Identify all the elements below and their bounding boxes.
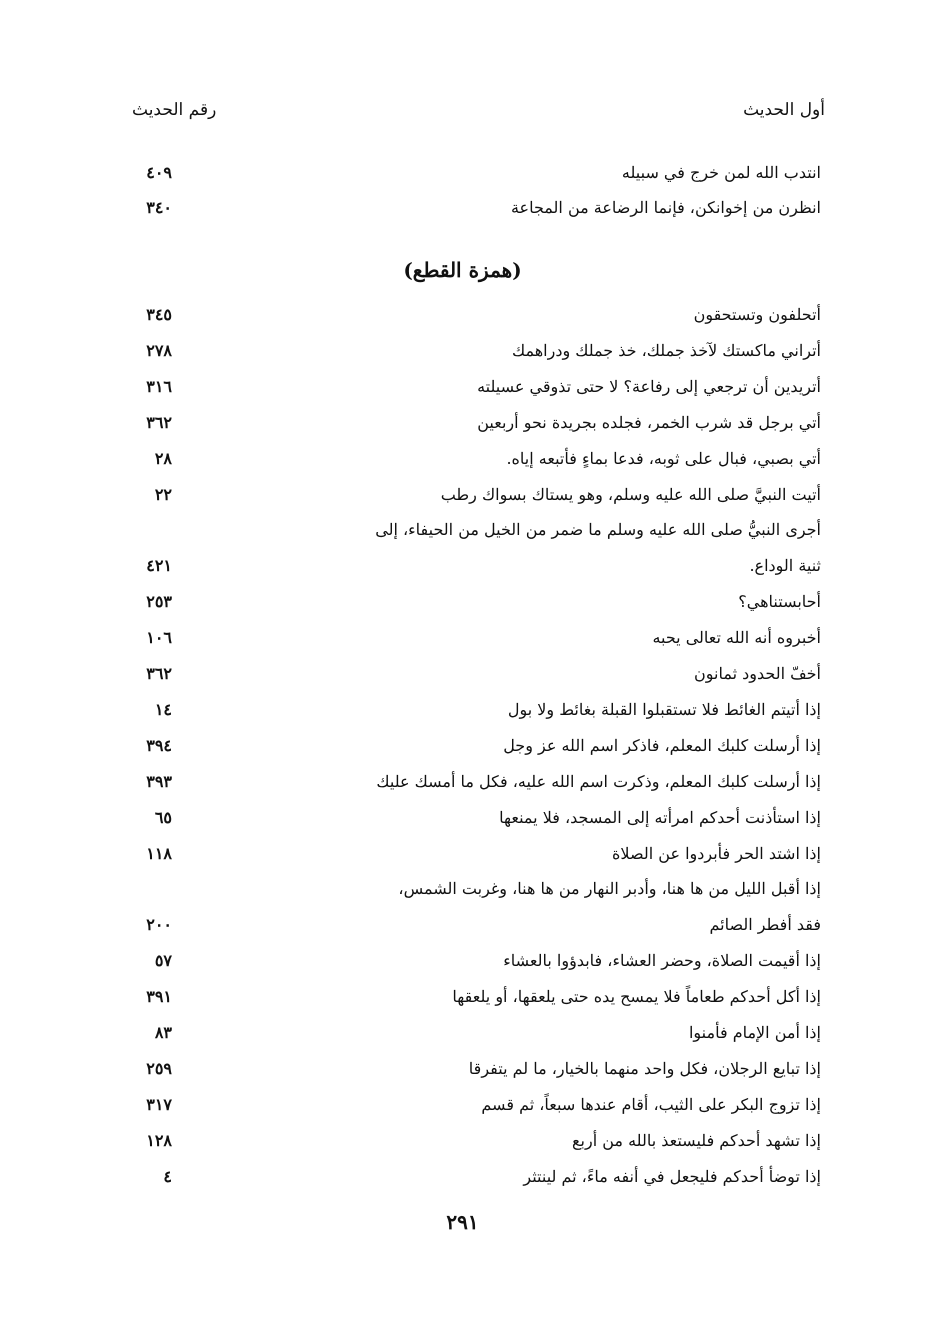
index-entry — [0, 982, 925, 1012]
entry-text: إذا أمن الإمام فأمنوا — [688, 1023, 821, 1042]
entry-text: انتدب الله لمن خرج في سبيله — [621, 163, 821, 182]
index-entry — [0, 444, 925, 474]
index-entry — [0, 551, 925, 581]
column-header-hadith-start: أول الحديث — [743, 100, 825, 120]
entry-number: ٦٥ — [154, 807, 172, 827]
entry-number: ٥٧ — [154, 951, 172, 971]
entry-number: ٢٠٠ — [146, 915, 172, 935]
entry-text: إذا تبايع الرجلان، فكل واحد منهما بالخيار، ما لم يتفرقا — [468, 1058, 821, 1078]
index-entry — [0, 839, 925, 869]
index-entry — [0, 1018, 925, 1048]
entry-text: أتراني ماكستك لآخذ جملك، خذ جملك ودراهمك — [511, 340, 821, 360]
index-entry — [0, 803, 925, 833]
entry-number: ٤ — [163, 1166, 172, 1186]
entry-text: إذا توضأ أحدكم فليجعل في أنفه ماءً، ثم لينتثر — [523, 1166, 821, 1186]
entry-number: ٣٦٢ — [146, 664, 172, 683]
entry-number: ١٤ — [154, 699, 172, 719]
index-entry — [0, 408, 925, 438]
entry-text: أتحلفون وتستحقون — [693, 305, 821, 324]
index-entry — [0, 587, 925, 617]
index-entry — [0, 874, 925, 904]
section-title: (همزة القطع) — [403, 258, 522, 282]
entry-text: إذا أكل أحدكم طعاماً فلا يمسح يده حتى يلعقها، أو يلعقها — [452, 987, 821, 1007]
entry-number: ٢٥٩ — [146, 1058, 172, 1078]
entry-text: أخبروه أنه الله تعالى يحبه — [652, 628, 821, 648]
entry-text: أخفّ الحدود ثمانون — [693, 664, 821, 683]
entry-text: أتي بصبي، فبال على ثوبه، فدعا بماءٍ فأتبعه إياه. — [506, 448, 821, 468]
entry-text: إذا تزوج البكر على الثيب، أقام عندها سبعاً، ثم قسم — [481, 1094, 821, 1114]
index-entry — [0, 910, 925, 940]
entry-number: ٣٦٢ — [146, 412, 172, 432]
entry-number: ١٢٨ — [146, 1130, 172, 1150]
entry-text: إذا أرسلت كلبك المعلم، فاذكر اسم الله عز وجل — [503, 735, 821, 755]
index-entry — [0, 158, 925, 188]
entry-text: ثنية الوداع. — [749, 556, 821, 576]
entry-number: ٢٨ — [154, 448, 172, 468]
entry-number: ١١٨ — [146, 843, 172, 863]
entry-number: ٣١٦ — [146, 376, 172, 396]
entry-text: أتيت النبيَّ صلى الله عليه وسلم، وهو يستاك بسواك رطب — [440, 484, 821, 504]
entry-text: إذا اشتد الحر فأبردوا عن الصلاة — [612, 843, 821, 863]
entry-text: إذا استأذنت أحدكم امرأته إلى المسجد، فلا يمنعها — [499, 807, 821, 827]
entry-text: إذا تشهد أحدكم فليستعذ بالله من أربع — [572, 1130, 821, 1150]
page-number: ٢٩١ — [446, 1210, 479, 1234]
entry-number: ٣٤٠ — [146, 198, 172, 217]
entry-number: ٣٩١ — [146, 987, 172, 1007]
entry-text: فقد أفطر الصائم — [709, 915, 821, 935]
entry-number: ٨٣ — [154, 1023, 172, 1042]
index-entry — [0, 300, 925, 330]
index-entry — [0, 515, 925, 545]
entry-text: أجرى النبيُّ صلى الله عليه وسلم ما ضمر من الخيل من الحيفاء، إلى — [375, 520, 821, 540]
entry-number: ٣١٧ — [146, 1094, 172, 1114]
entry-text: إذا أقبل الليل من ها هنا، وأدبر النهار من ها هنا، وغربت الشمس، — [398, 879, 821, 899]
entry-text: أحابستناهي؟ — [738, 592, 821, 612]
entry-text: إذا أقيمت الصلاة، وحضر العشاء، فابدؤوا بالعشاء — [503, 951, 821, 971]
entry-number: ١٠٦ — [146, 628, 172, 648]
entry-number: ٣٩٤ — [146, 735, 172, 755]
entry-text: انظرن من إخوانكن، فإنما الرضاعة من المجاعة — [510, 198, 821, 217]
entry-text: إذا أتيتم الغائط فلا تستقبلوا القبلة بغائط ولا بول — [507, 699, 821, 719]
index-entry — [0, 336, 925, 366]
entry-number: ٢٢ — [154, 484, 172, 504]
entry-number: ٣٤٥ — [146, 305, 172, 324]
index-entry — [0, 1126, 925, 1156]
entry-text: أتريدين أن ترجعي إلى رفاعة؟ لا حتى تذوقي عسيلته — [477, 376, 821, 396]
entry-number: ٤٢١ — [146, 556, 172, 576]
entry-number: ٢٧٨ — [146, 340, 172, 360]
index-entry — [0, 659, 925, 689]
index-entry — [0, 623, 925, 653]
index-entry — [0, 695, 925, 725]
index-entry — [0, 480, 925, 510]
entry-text: أتي برجل قد شرب الخمر، فجلده بجريدة نحو أربعين — [477, 412, 821, 432]
entry-number: ٣٩٣ — [146, 771, 172, 791]
index-entry — [0, 767, 925, 797]
index-entry — [0, 193, 925, 223]
index-entry — [0, 946, 925, 976]
column-header-hadith-number: رقم الحديث — [132, 100, 217, 120]
entry-number: ٤٠٩ — [146, 163, 172, 182]
entry-number: ٢٥٣ — [146, 592, 172, 612]
index-entry — [0, 1162, 925, 1192]
index-entry — [0, 372, 925, 402]
index-entry — [0, 731, 925, 761]
entry-text: إذا أرسلت كلبك المعلم، وذكرت اسم الله عليه، فكل ما أمسك عليك — [376, 771, 821, 791]
index-entry — [0, 1054, 925, 1084]
index-entry — [0, 1090, 925, 1120]
